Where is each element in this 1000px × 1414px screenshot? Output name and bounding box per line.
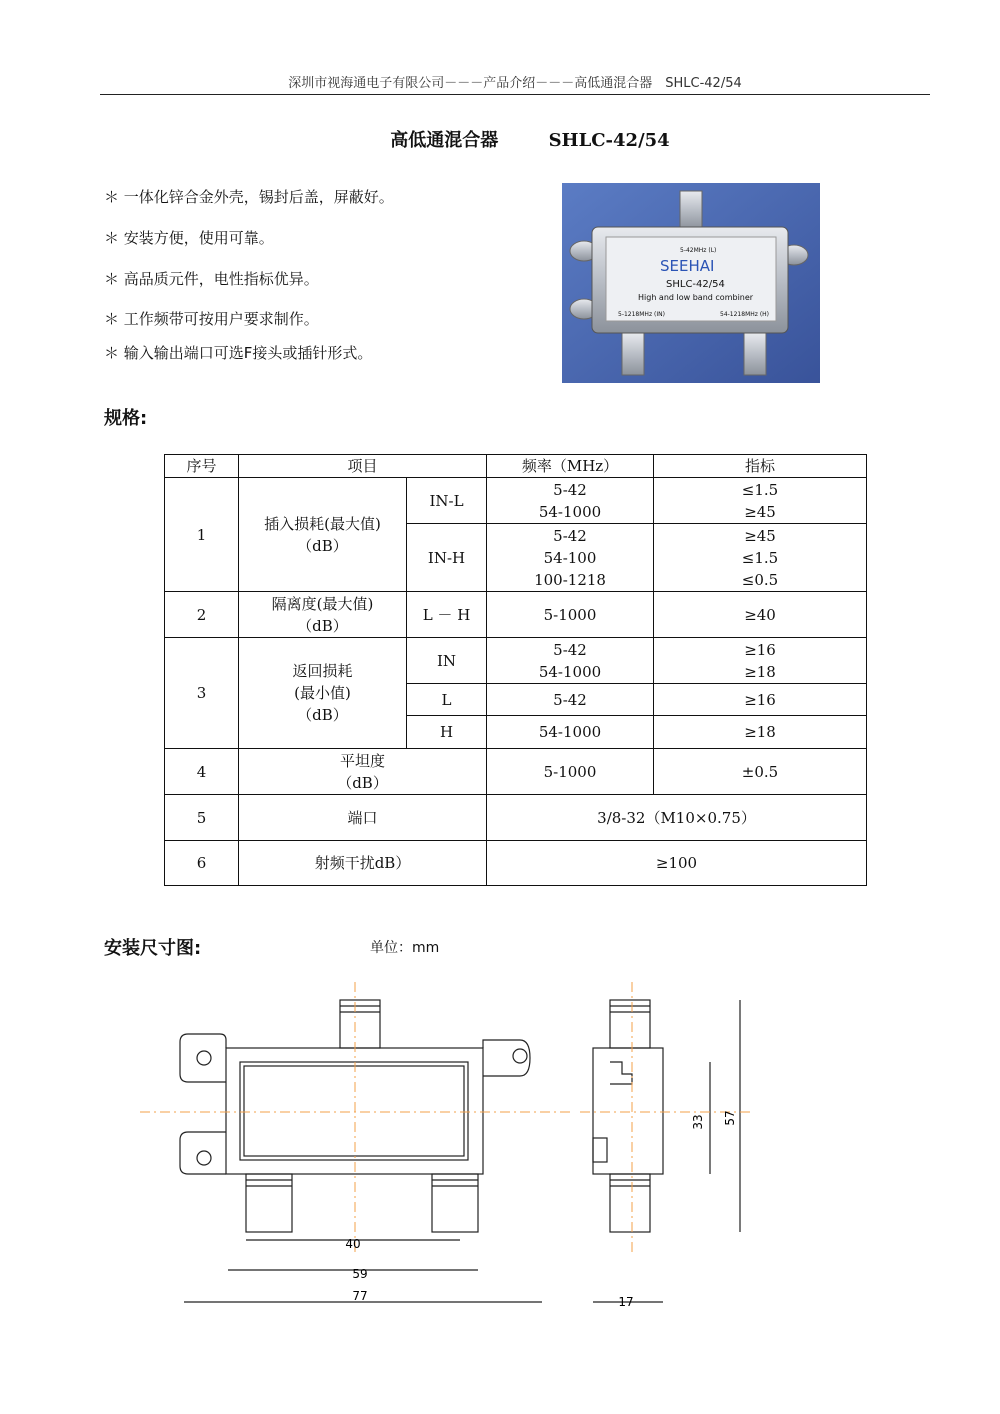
- row-number: 5: [165, 795, 239, 841]
- freq-cell: 5-1000: [487, 592, 654, 638]
- feature-item: ＊ 输入输出端口可选F接头或插针形式。: [104, 344, 373, 362]
- value-cell: ±0.5: [654, 749, 867, 795]
- feature-item: ＊ 安装方便，使用可靠。: [104, 229, 274, 247]
- sub-item: L: [407, 684, 487, 716]
- value-cell: ≥40: [654, 592, 867, 638]
- dimension-57: 57: [723, 1110, 737, 1126]
- item-cell: 返回损耗 (最小值) （dB）: [239, 638, 407, 749]
- table-row: [165, 795, 867, 841]
- product-name: 高低通混合器: [390, 130, 499, 151]
- table-row: [165, 592, 867, 638]
- value-cell: ≤1.5 ≥45: [654, 478, 867, 524]
- label-port-top: 5-42MHz (L): [680, 247, 717, 254]
- sub-item: IN-H: [407, 524, 487, 592]
- table-row: [165, 478, 867, 524]
- freq-cell: 54-1000: [487, 716, 654, 749]
- value-cell: ≥100: [487, 841, 867, 886]
- col-header: 序号: [165, 455, 239, 478]
- item-cell: 插入损耗(最大值) （dB）: [239, 478, 407, 592]
- label-port-right: 54-1218MHz (H): [720, 311, 770, 318]
- sub-item: IN-L: [407, 478, 487, 524]
- dimension-40: 40: [345, 1237, 361, 1251]
- unit-label: 单位：mm: [370, 940, 440, 956]
- table-row: [165, 638, 867, 684]
- freq-cell: 5-42 54-1000: [487, 638, 654, 684]
- product-photo: [562, 183, 820, 383]
- freq-cell: 5-42 54-100 100-1218: [487, 524, 654, 592]
- value-cell: 3/8-32（M10×0.75）: [487, 795, 867, 841]
- dimension-drawing: [120, 962, 930, 1322]
- row-number: 1: [165, 478, 239, 592]
- row-number: 2: [165, 592, 239, 638]
- label-model: SHLC-42/54: [666, 279, 725, 290]
- table-row: [165, 841, 867, 886]
- product-model: SHLC-42/54: [548, 130, 670, 151]
- label-port-left: 5-1218MHz (IN): [618, 311, 665, 318]
- col-header: 频率（MHz）: [487, 455, 654, 478]
- value-cell: ≥16: [654, 684, 867, 716]
- dimension-33: 33: [691, 1114, 705, 1130]
- page-header: 深圳市视海通电子有限公司－－－产品介绍－－－高低通混合器 SHLC-42/54: [288, 76, 742, 91]
- sub-item: L － H: [407, 592, 487, 638]
- freq-cell: 5-1000: [487, 749, 654, 795]
- page-title: [0, 126, 1000, 152]
- row-number: 6: [165, 841, 239, 886]
- value-cell: ≥16 ≥18: [654, 638, 867, 684]
- freq-cell: 5-42: [487, 684, 654, 716]
- item-cell: 平坦度 （dB）: [239, 749, 487, 795]
- dimension-59: 59: [352, 1267, 368, 1281]
- label-desc: High and low band combiner: [638, 293, 754, 302]
- spec-heading: 规格:: [104, 408, 148, 429]
- feature-item: ＊ 一体化锌合金外壳，锡封后盖，屏蔽好。: [104, 188, 394, 206]
- install-heading: 安装尺寸图:: [104, 938, 202, 959]
- sub-item: IN: [407, 638, 487, 684]
- value-cell: ≥18: [654, 716, 867, 749]
- sub-item: H: [407, 716, 487, 749]
- row-number: 4: [165, 749, 239, 795]
- dimension-77: 77: [352, 1289, 368, 1303]
- feature-item: ＊ 工作频带可按用户要求制作。: [104, 310, 319, 328]
- spec-table: [164, 454, 867, 886]
- item-cell: 射频干扰dB）: [239, 841, 487, 886]
- freq-cell: 5-42 54-1000: [487, 478, 654, 524]
- table-header-row: [165, 455, 867, 478]
- col-header: 指标: [654, 455, 867, 478]
- header-divider: [100, 94, 930, 95]
- feature-item: ＊ 高品质元件，电性指标优异。: [104, 270, 319, 288]
- item-cell: 隔离度(最大值) （dB）: [239, 592, 407, 638]
- item-cell: 端口: [239, 795, 487, 841]
- col-header: 项目: [239, 455, 487, 478]
- value-cell: ≥45 ≤1.5 ≤0.5: [654, 524, 867, 592]
- row-number: 3: [165, 638, 239, 749]
- label-brand: SEEHAI: [660, 257, 715, 275]
- table-row: [165, 749, 867, 795]
- dimension-17: 17: [618, 1295, 634, 1309]
